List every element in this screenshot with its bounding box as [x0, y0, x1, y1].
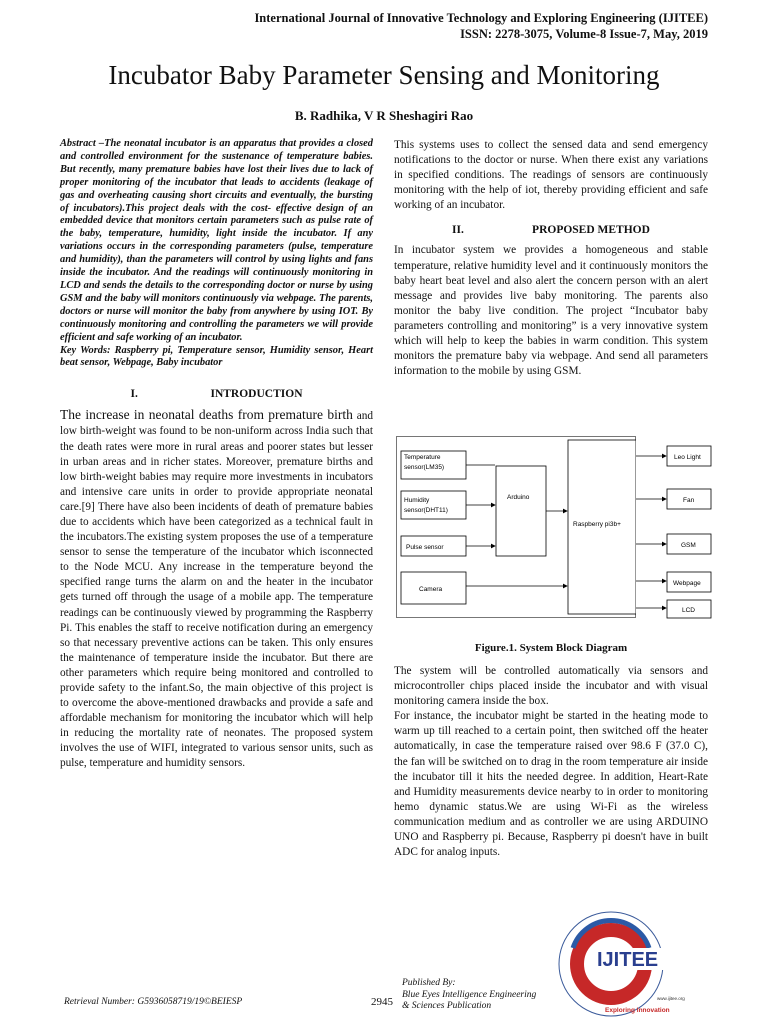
keywords: Key Words: Raspberry pi, Temperature sensor, Humidity sensor, Heart beat sensor, Webpage, Baby incubator	[60, 344, 373, 369]
label-temperature-sensor: Temperature sensor(LM35)	[404, 454, 445, 471]
system-control-paragraph: The system will be controlled automatically via sensors and microcontroller chips placed inside the incubator and with visual monitoring camera inside the box.	[394, 665, 708, 708]
heating-mode-paragraph: For instance, the incubator might be started in the heating mode to warm up till reached to a certain point, then switched off the heater automatically, in case the temperature raised over 98.6 F (37.0 C), the fan will be switched on to drag in the room temperature air inside the incubator till it hits the needed degree. In addition, Heart-Rate and Humidity measurements device nearby to in order to monitoring hemo dynamic status.We are using Wi-Fi as the wireless communication medium and as controller we are using ARDUINO UNO and Raspberry pi. Because, Raspberry pi doesn't have in built ADC for analog inputs.	[394, 710, 708, 859]
ijitee-logo	[553, 908, 713, 1020]
label-lcd: LCD	[682, 607, 696, 614]
publisher-line-1: Blue Eyes Intelligence Engineering	[402, 989, 537, 1000]
figure-caption: Figure.1. System Block Diagram	[474, 642, 628, 654]
right-column-top	[394, 138, 708, 379]
section-title: PROPOSED METHOD	[532, 224, 650, 237]
label-led-light: Leo Light	[674, 454, 701, 461]
section-number: I.	[130, 388, 138, 401]
label-raspberry-pi: Raspberry pi3b+	[573, 521, 621, 528]
label-fan: Fan	[683, 497, 695, 504]
journal-header	[254, 10, 708, 42]
label-camera: Camera	[419, 586, 443, 593]
journal-issn: ISSN: 2278-3075, Volume-8 Issue-7, May, 2019	[460, 27, 708, 41]
journal-name: International Journal of Innovative Technology and Exploring Engineering (IJITEE)	[254, 11, 708, 25]
intro-first-line: The increase in neonatal deaths from premature birth	[60, 407, 353, 423]
section-number: II.	[452, 224, 464, 237]
proposed-method-paragraph: In incubator system we provides a homogeneous and stable temperature, relative humidity level and it continuously monitors the baby heart beat level and also alert the concern person with an alert message and provides live baby monitoring. The parents also monitor the baby live condition. The project “Incubator baby parameters controlling and monitoring” is a very innovative system which will help to keep the babies in warm condition. This system monitors the premature baby via webpage. And send all parameters information to the mobile by using GSM.	[394, 244, 708, 378]
section-title: INTRODUCTION	[210, 388, 303, 401]
label-arduino: Arduino	[507, 494, 530, 501]
system-block-diagram	[396, 436, 636, 618]
paper-authors: B. Radhika, V R Sheshagiri Rao	[294, 108, 474, 123]
label-humidity-sensor: Humidity sensor(DHT11)	[404, 497, 448, 514]
diagram-outputs	[636, 436, 716, 626]
box-arduino	[496, 466, 546, 556]
box-humidity-sensor	[401, 491, 466, 519]
intro-text: and low birth-weight was found to be non-uniform across India such that the death rates were more in rural areas and poorer states but lesser in urban areas and in richer states. Moreover, premature births and low birth-weight babies may require more investments in incubators and intensive care units in order to provide appropriate neonatal care.[9] There have also been incidents of death of premature babies due to accidents which have been categorized as a technical fault in the incubators.The existing system proposes the use of a temperature sensor to sense the temperature of the incubator which isconnected to the Node MCU. Any increase in the temperature beyond the specified range turns the alarm on and the heater in the incubator gets turned off through the usage of a mobile app. The temperature readings can be continuously viewed by programming the Raspberry Pi. This enables the staff to receive notification during an emergency so that necessary preventive actions can be taken. This only ensures the maintenance of temperature inside the incubator. But there are other parameters which require being monitored and controlled to provide safety to the infant.So, the main objective of this project is to overcome the above-mentioned drawbacks and provide a safe and affordable mechanism for monitoring the incubator which will help in reducing the mortality rate of neonates. The proposed system involves the use of WIFI, integrated to various sensor units, such as pulse, temperature and humidity sensors.	[60, 410, 373, 770]
right-column-bottom	[394, 664, 708, 860]
published-by-label: Published By:	[402, 978, 456, 988]
publisher-line-2: & Sciences Publication	[402, 1001, 492, 1011]
right-top-paragraph: This systems uses to collect the sensed data and send emergency notifications to the doctor or nurse. When there exist any variations in specified conditions. The readings of sensors are continuously monitoring with the help of iot, thereby providing efficient and safe working of an incubator.	[394, 139, 708, 212]
logo-name: IJITEE	[597, 949, 659, 971]
paper-title: Incubator Baby Parameter Sensing and Monitoring	[108, 60, 660, 90]
section-heading-introduction	[60, 388, 373, 400]
abstract: Abstract –The neonatal incubator is an apparatus that provides a closed and controlled environment for the sustenance of temperature babies. But recently, many premature babies have lost their lives due to lack of proper monitoring of the incubator that leads to accidents (leakage of gas and overheating causing short circuits and eventually, the bursting of incubators).This project deals with the cost- effective design of an embedded device that monitors certain parameters such as pulse rate of the baby, temperature, humidity, light inside the incubator. If any variations occurs in the corresponding parameters (pulse, temperature and humidity), than the parameters will control by using lights and fans inside the incubator. And the readings will continuously monitoring in LCD and sends the details to the corresponding doctor or nurse by using GSM and the baby will monitors continuously via webpage. The parents, doctors or nurse will monitor the baby from anywhere by using IOT. By continuously monitoring and controlling the parameters we will provide efficient and safe working of an incubator.	[60, 138, 373, 343]
introduction-paragraph	[60, 407, 373, 771]
left-column	[60, 138, 373, 772]
retrieval-number: Retrieval Number: G5936058719/19©BEIESP	[64, 997, 243, 1007]
logo-url: www.ijitee.org	[657, 996, 685, 1001]
label-pulse-sensor: Pulse sensor	[406, 544, 444, 551]
logo-tagline: Exploring Innovation	[605, 1007, 670, 1014]
section-heading-proposed	[394, 224, 708, 236]
page-number: 2945	[371, 996, 393, 1008]
label-gsm: GSM	[681, 542, 696, 549]
publisher-block	[402, 978, 536, 1013]
label-webpage: Webpage	[673, 580, 701, 587]
